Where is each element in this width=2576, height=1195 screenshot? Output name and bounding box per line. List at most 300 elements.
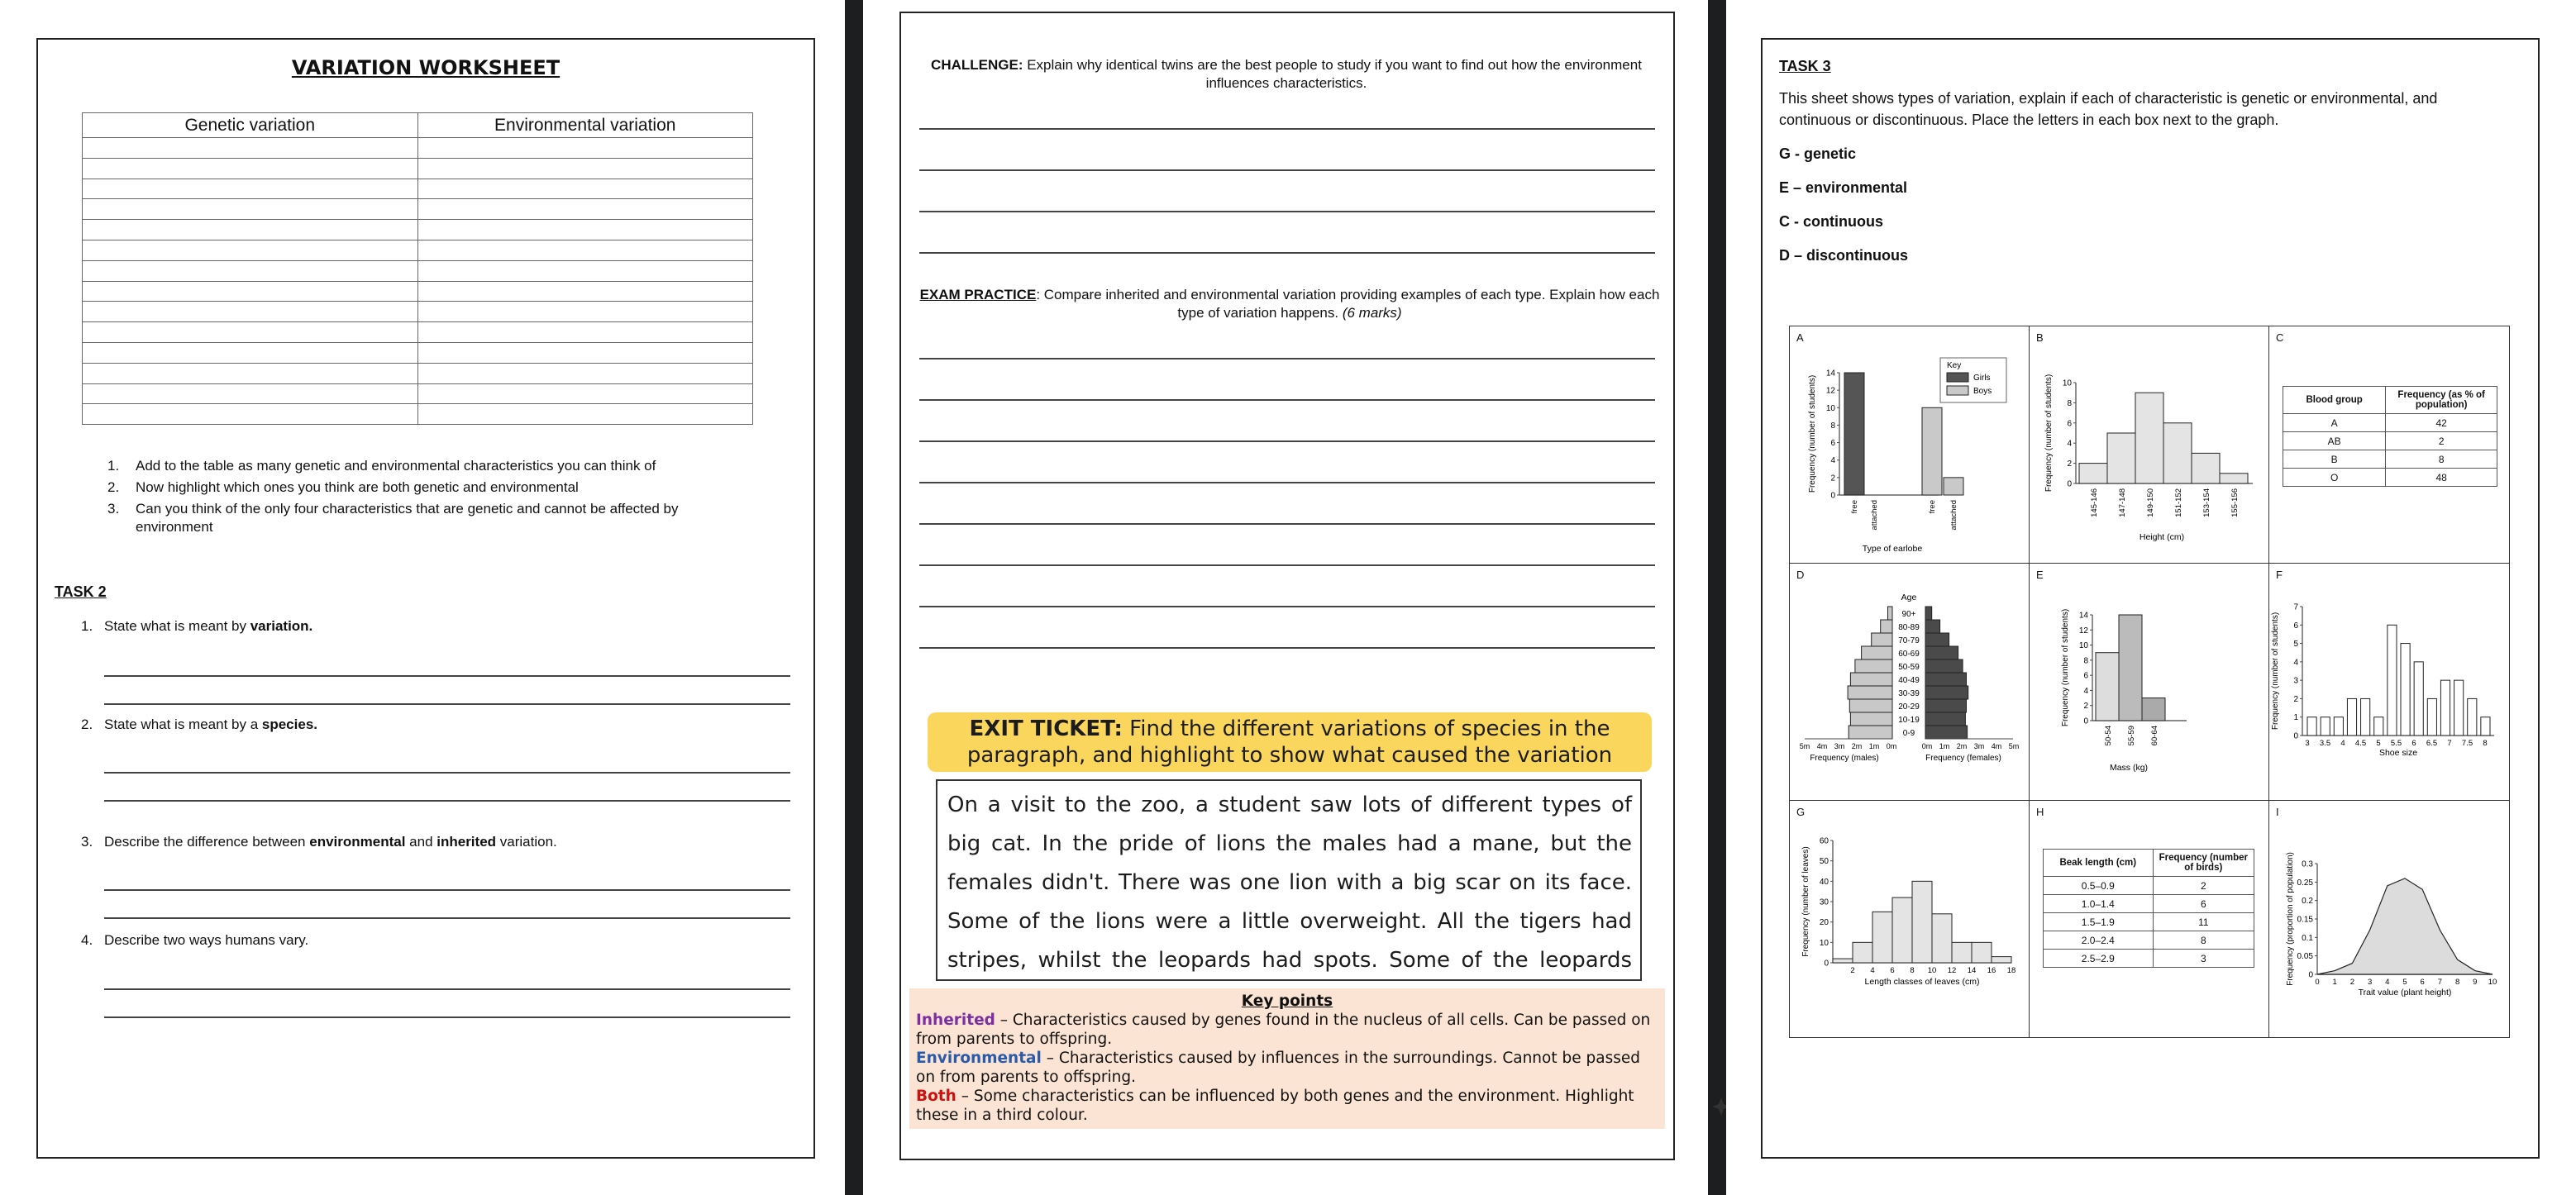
x-tick-label: 7.5 xyxy=(2461,739,2473,748)
bar xyxy=(2079,464,2107,483)
bar-male xyxy=(1849,726,1892,739)
table-cell: 8 xyxy=(2386,450,2497,469)
answer-line[interactable] xyxy=(104,772,790,774)
table-cell[interactable] xyxy=(83,260,418,281)
table-cell: O xyxy=(2283,469,2386,487)
x-tick-label: 55-59 xyxy=(2127,726,2136,746)
x-tick-label: 4 xyxy=(1870,966,1875,975)
y-tick-label: 10 xyxy=(1819,938,1829,948)
table-cell[interactable] xyxy=(83,363,418,383)
x-tick-label: 50-54 xyxy=(2104,726,2113,746)
table-header-cell: Frequency (number of birds) xyxy=(2153,850,2254,877)
answer-line[interactable] xyxy=(104,675,790,677)
bar-male xyxy=(1855,659,1892,673)
answer-line[interactable] xyxy=(919,358,1655,359)
x-tick-label: 8 xyxy=(1910,966,1915,975)
table-C xyxy=(2283,386,2497,487)
bar xyxy=(1972,942,1992,963)
table-cell[interactable] xyxy=(83,342,418,363)
y-tick-label: 2 xyxy=(2083,702,2088,712)
y-tick-label: 10 xyxy=(2062,378,2072,388)
legend-genetic: G - genetic xyxy=(1779,145,1857,162)
answer-line[interactable] xyxy=(919,440,1655,442)
table-row[interactable] xyxy=(83,322,753,343)
answer-line[interactable] xyxy=(919,564,1655,566)
x-tick-label: 2 xyxy=(2349,978,2355,987)
y-tick-label: 2 xyxy=(1830,474,1835,483)
bar xyxy=(2163,423,2192,483)
panel-E: E 0 2 4 6 8 10 12 14 Frequency (number of students) 50-54 55-59 60-64 Mass (kg) xyxy=(2029,563,2269,801)
y-axis-label: Frequency (number of leaves) xyxy=(1801,846,1810,957)
key-points-box xyxy=(909,988,1665,1129)
table-cell: 1.5–1.9 xyxy=(2044,913,2154,931)
chart-G xyxy=(1790,801,2028,1037)
bar-male xyxy=(1888,607,1893,620)
table-cell[interactable] xyxy=(83,138,418,159)
instructions-list xyxy=(107,457,744,536)
table-cell[interactable] xyxy=(83,383,418,404)
panel-G: G 0 10 20 30 40 50 60 Frequency (number of leaves) 2 4 6 8 10 12 14 16 18 Length classes of leaves (cm) xyxy=(1789,800,2030,1038)
y-tick-label: 6 xyxy=(2293,621,2298,631)
y-tick-label: 30 xyxy=(1819,897,1829,907)
y-tick-label: 0 xyxy=(1824,959,1829,969)
x-tick-label: free xyxy=(1850,500,1859,514)
legend-swatch-boys xyxy=(1947,386,1968,395)
y-tick-label: 0 xyxy=(2067,479,2072,489)
x-axis-label: Type of earlobe xyxy=(1862,544,1923,554)
x-tick-label: 0m xyxy=(1886,742,1897,750)
table-row xyxy=(2283,432,2497,450)
y-tick-label: 3 xyxy=(2293,676,2298,686)
age-label: 60-69 xyxy=(1898,650,1920,659)
y-tick-label: 10 xyxy=(2078,641,2088,651)
y-tick-label: 0 xyxy=(1830,491,1835,501)
y-tick-label: 20 xyxy=(1819,918,1829,928)
panel-F: F 0 1 2 3 4 5 6 7 Frequency (number of students) 3 3.5 4 4.5 5 5.5 6 6.5 7 7.5 8 Shoe size xyxy=(2268,563,2510,801)
table-cell[interactable] xyxy=(83,199,418,220)
panel-B: B 0 2 4 6 8 10 Frequency (number of students) 145-146 147-148 149-150 151-152 153-154 155-156 Height (cm) xyxy=(2029,326,2269,564)
variation-table xyxy=(82,112,753,425)
x-tick-label: 3 xyxy=(2367,978,2373,987)
bar-female xyxy=(1925,686,1968,699)
y-tick-label: 40 xyxy=(1819,877,1829,887)
environmental-column-header: Environmental variation xyxy=(417,113,753,138)
y-tick-label: 7 xyxy=(2293,602,2298,612)
y-tick-label: 4 xyxy=(2067,439,2072,449)
question-1: 1. State what is meant by variation. xyxy=(81,618,313,634)
bar xyxy=(2361,698,2370,736)
table-row xyxy=(2283,469,2497,487)
y-tick-label: 14 xyxy=(2078,611,2088,621)
table-cell[interactable] xyxy=(417,158,753,179)
x-tick-label: 6 xyxy=(2411,739,2416,748)
table-cell[interactable] xyxy=(417,199,753,220)
table-cell: A xyxy=(2283,414,2386,432)
worksheet-title: VARIATION WORKSHEET xyxy=(291,56,561,79)
x-tick-label: 1 xyxy=(2332,978,2337,987)
table-row xyxy=(2283,414,2497,432)
x-tick-label: 16 xyxy=(1987,966,1996,975)
key-points-title: Key points xyxy=(1241,993,1333,1010)
table-cell[interactable] xyxy=(417,260,753,281)
y-tick-label: 8 xyxy=(2067,398,2072,408)
bar xyxy=(2440,680,2450,736)
y-tick-label: 12 xyxy=(2078,626,2088,636)
bar-male xyxy=(1850,673,1892,686)
chart-D xyxy=(1790,564,2028,800)
x-tick-label: 0m xyxy=(1921,742,1933,750)
bar-female xyxy=(1925,620,1940,633)
bar xyxy=(1892,897,1912,963)
y-tick-label: 0.2 xyxy=(2302,897,2313,907)
y-tick-label: 10 xyxy=(1825,403,1835,413)
age-label: 10-19 xyxy=(1898,716,1920,725)
x-tick-label: 14 xyxy=(1967,966,1977,975)
page-2 xyxy=(863,0,1708,1195)
y-tick-label: 14 xyxy=(1825,369,1835,378)
legend-discontinuous: D – discontinuous xyxy=(1779,247,1909,264)
table-cell[interactable] xyxy=(417,281,753,302)
table-cell: 8 xyxy=(2153,931,2254,950)
table-header-cell: Blood group xyxy=(2283,387,2386,414)
y-axis-label: Frequency (number of students) xyxy=(2044,374,2054,493)
table-cell: 0.5–0.9 xyxy=(2044,877,2154,895)
x-tick-label: 145-146 xyxy=(2090,488,2099,517)
chart-B xyxy=(2030,326,2268,563)
table-cell[interactable] xyxy=(83,322,418,343)
x-tick-label: 3.5 xyxy=(2319,739,2331,748)
x-tick-label: 149-150 xyxy=(2146,488,2155,517)
bar-male xyxy=(1848,686,1892,699)
bar xyxy=(2374,717,2383,736)
x-tick-label: 5.5 xyxy=(2390,739,2402,748)
x-axis-label: Frequency (males) xyxy=(1810,754,1879,763)
answer-line[interactable] xyxy=(104,800,790,802)
table-cell: AB xyxy=(2283,432,2386,450)
x-tick-label: 5m xyxy=(2008,742,2020,750)
bar xyxy=(1952,942,1972,963)
table-header-row xyxy=(2283,387,2497,414)
answer-line[interactable] xyxy=(919,647,1655,649)
y-tick-label: 4 xyxy=(1830,456,1835,466)
bar-female xyxy=(1925,659,1963,673)
table-row[interactable] xyxy=(83,383,753,404)
bar xyxy=(2142,698,2165,721)
y-tick-label: 4 xyxy=(2083,686,2088,696)
bar xyxy=(2119,615,2142,721)
age-label: 50-59 xyxy=(1898,663,1920,672)
y-axis-label: Frequency (number of students) xyxy=(2061,608,2070,727)
bar xyxy=(2321,717,2330,736)
answer-line[interactable] xyxy=(919,252,1655,254)
bar xyxy=(2414,662,2423,736)
table-row[interactable] xyxy=(83,281,753,302)
data-table xyxy=(2283,386,2497,487)
table-cell[interactable] xyxy=(83,158,418,179)
answer-line[interactable] xyxy=(919,523,1655,525)
table-cell[interactable] xyxy=(83,302,418,322)
bar-male xyxy=(1881,620,1892,633)
x-tick-label: 147-148 xyxy=(2118,488,2127,517)
challenge-prompt: CHALLENGE: Explain why identical twins are the best people to study if you want to find out how the environment influences characteristics. xyxy=(931,57,1642,91)
table-cell: 2.5–2.9 xyxy=(2044,950,2154,968)
table-cell[interactable] xyxy=(417,342,753,363)
table-row[interactable] xyxy=(83,138,753,159)
y-axis-label: Frequency (number of students) xyxy=(2271,612,2280,731)
bar-female xyxy=(1925,699,1967,712)
x-tick-label: attached xyxy=(1949,500,1958,531)
bar xyxy=(2388,625,2397,736)
table-row xyxy=(2044,895,2254,913)
table-cell[interactable] xyxy=(83,220,418,240)
bar-male xyxy=(1862,646,1892,659)
bar xyxy=(2135,393,2163,483)
y-tick-label: 50 xyxy=(1819,857,1829,867)
story-paragraph[interactable]: On a visit to the zoo, a student saw lots of different types of big cat. In the pride of lions the males had a mane, but the females didn't. There was one lion with a big scar on its face. Some of the lions were a little overweight. All the tigers had stripes, whilst the leopards had spots. Some of the leopards xyxy=(936,779,1642,981)
age-label: 0-9 xyxy=(1902,729,1915,738)
legend-title: Key xyxy=(1947,361,1962,370)
table-row[interactable] xyxy=(83,179,753,199)
bar-male xyxy=(1850,712,1892,726)
bar-female xyxy=(1925,726,1968,739)
table-row xyxy=(2044,931,2254,950)
task3-intro: This sheet shows types of variation, explain if each of characteristic is genetic or environmental, and continuous or discontinuous. Place the letters in each box next to the graph. xyxy=(1779,90,2438,128)
table-row[interactable] xyxy=(83,342,753,363)
table-cell[interactable] xyxy=(417,363,753,383)
panel-D: D Age 0-9 10-19 20-29 30-39 40-49 50-59 60-69 70-79 80-89 90+ 5m 4m 3m 2m 1m 0m 0m 1m 2m 3m 4m 5m Frequency (males) Frequency (females) xyxy=(1789,563,2030,801)
table-row[interactable] xyxy=(83,220,753,240)
bar xyxy=(2107,433,2135,483)
instruction-item: 2. Now highlight which ones you think are both genetic and environmental xyxy=(107,479,579,495)
table-cell: 3 xyxy=(2153,950,2254,968)
table-cell[interactable] xyxy=(417,240,753,260)
table-cell: 42 xyxy=(2386,414,2497,432)
table-row[interactable] xyxy=(83,240,753,260)
x-tick-label: 4 xyxy=(2385,978,2390,987)
y-tick-label: 0 xyxy=(2083,717,2088,726)
distribution-curve xyxy=(2317,878,2493,974)
key-inherited: Inherited – Characteristics caused by genes found in the nucleus of all cells. Can be passed on from parents to offspring. xyxy=(916,1012,1651,1048)
y-tick-label: 2 xyxy=(2293,694,2298,704)
x-tick-label: 5 xyxy=(2402,978,2407,987)
bar xyxy=(2307,717,2316,736)
table-row[interactable] xyxy=(83,363,753,383)
question-4: 4. Describe two ways humans vary. xyxy=(81,932,309,948)
table-cell[interactable] xyxy=(83,404,418,425)
answer-line[interactable] xyxy=(919,606,1655,607)
answer-line[interactable] xyxy=(919,128,1655,130)
x-tick-label: 9 xyxy=(2473,978,2478,987)
chart-A xyxy=(1790,326,2028,563)
instruction-item: 3. Can you think of the only four characteristics that are genetic and cannot be affected by environment xyxy=(107,501,679,535)
page-3 xyxy=(1726,0,2576,1195)
table-H xyxy=(2043,849,2254,968)
bar xyxy=(2347,698,2356,736)
x-tick-label: 5m xyxy=(1799,742,1810,750)
table-row[interactable] xyxy=(83,158,753,179)
y-tick-label: 4 xyxy=(2293,658,2298,668)
y-axis-label: Frequency (proportion of population) xyxy=(2286,852,2295,986)
bar xyxy=(1912,881,1932,963)
bar-female xyxy=(1925,673,1967,686)
table-cell[interactable] xyxy=(417,404,753,425)
x-tick-label: 18 xyxy=(2006,966,2016,975)
y-tick-label: 0.1 xyxy=(2302,933,2313,943)
table-cell[interactable] xyxy=(417,179,753,199)
bar-female xyxy=(1925,633,1949,646)
task3-heading: TASK 3 xyxy=(1779,58,1831,74)
table-cell: 2.0–2.4 xyxy=(2044,931,2154,950)
y-tick-label: 5 xyxy=(2293,640,2298,650)
bar xyxy=(2427,698,2436,736)
x-tick-label: 2 xyxy=(1850,966,1855,975)
answer-line[interactable] xyxy=(104,889,790,891)
x-tick-label: 4m xyxy=(1816,742,1828,750)
table-cell[interactable] xyxy=(83,240,418,260)
x-tick-label: 7 xyxy=(2447,739,2452,748)
chart-title: Age xyxy=(1901,593,1917,602)
bar xyxy=(2454,680,2464,736)
x-axis-label: Length classes of leaves (cm) xyxy=(1864,977,1980,987)
legend-label: Girls xyxy=(1973,374,1991,383)
bar-male xyxy=(1849,699,1892,712)
y-tick-label: 1 xyxy=(2293,713,2298,723)
x-tick-label: 60-64 xyxy=(2150,726,2159,746)
x-axis-label: Shoe size xyxy=(2378,748,2418,758)
table-header-cell: Beak length (cm) xyxy=(2044,850,2154,877)
answer-line[interactable] xyxy=(104,1016,790,1018)
x-axis-label: Trait value (plant height) xyxy=(2358,988,2452,997)
age-label: 30-39 xyxy=(1898,689,1920,698)
y-tick-label: 6 xyxy=(2067,419,2072,429)
x-tick-label: 6 xyxy=(1890,966,1895,975)
y-tick-label: 0.25 xyxy=(2297,878,2313,888)
bar xyxy=(1872,912,1892,963)
x-tick-label: 6 xyxy=(2420,978,2425,987)
answer-line[interactable] xyxy=(104,988,790,990)
table-cell: 1.0–1.4 xyxy=(2044,895,2154,913)
panel-H: H Beak length (cm) Frequency (number of birds) 0.5–0.9 2 1.0–1.4 6 1.5–1.9 11 2.0–2.4 8 2.5–2.9 3 xyxy=(2029,800,2269,1038)
legend-environmental: E – environmental xyxy=(1779,179,1908,196)
age-label: 20-29 xyxy=(1898,702,1920,712)
y-tick-label: 0 xyxy=(2308,970,2313,980)
x-axis-label: Height (cm) xyxy=(2139,532,2185,542)
instruction-item: 1. Add to the table as many genetic and environmental characteristics you can think of xyxy=(107,458,656,474)
x-tick-label: 153-154 xyxy=(2202,488,2211,517)
y-tick-label: 6 xyxy=(1830,439,1835,449)
x-tick-label: 4 xyxy=(2340,739,2345,748)
answer-line[interactable] xyxy=(919,211,1655,212)
x-tick-label: 3m xyxy=(1834,742,1845,750)
table-cell[interactable] xyxy=(417,322,753,343)
bar-female xyxy=(1925,607,1932,620)
y-tick-label: 8 xyxy=(1830,421,1835,431)
x-tick-label: 151-152 xyxy=(2174,488,2183,517)
y-tick-label: 2 xyxy=(2067,459,2072,469)
page-1 xyxy=(0,0,845,1195)
legend-continuous: C - continuous xyxy=(1779,213,1883,230)
x-tick-label: 8 xyxy=(2454,978,2460,987)
bar-female xyxy=(1925,646,1958,659)
x-tick-label: 1m xyxy=(1939,742,1950,750)
table-row[interactable] xyxy=(83,260,753,281)
x-tick-label: free xyxy=(1928,500,1937,514)
answer-line[interactable] xyxy=(104,917,790,919)
y-tick-label: 60 xyxy=(1819,836,1829,846)
age-label: 40-49 xyxy=(1898,676,1920,685)
x-tick-label: 2m xyxy=(1956,742,1968,750)
table-row[interactable] xyxy=(83,404,753,425)
table-cell[interactable] xyxy=(417,383,753,404)
age-label: 70-79 xyxy=(1898,636,1920,645)
answer-line[interactable] xyxy=(919,169,1655,171)
bar xyxy=(1922,407,1942,495)
x-axis-label: Mass (kg) xyxy=(2109,763,2149,773)
table-header-row xyxy=(2044,850,2254,877)
table-cell: 2 xyxy=(2153,877,2254,895)
bar xyxy=(1932,914,1952,963)
exam-practice-prompt: EXAM PRACTICE: Compare inherited and environmental variation providing examples of each type. Explain how each type of variation happens. (6 marks) xyxy=(919,287,1660,321)
table-cell[interactable] xyxy=(83,179,418,199)
answer-line[interactable] xyxy=(919,482,1655,483)
table-cell: 11 xyxy=(2153,913,2254,931)
bar xyxy=(2096,653,2119,721)
x-tick-label: 7 xyxy=(2437,978,2443,987)
panel-A: A 0 2 4 6 8 10 12 14 Frequency (number of students) free attached free attached Type of earlobe Key Girls Boys xyxy=(1789,326,2030,564)
table-row xyxy=(2283,450,2497,469)
table-cell[interactable] xyxy=(417,138,753,159)
y-tick-label: 0 xyxy=(2293,731,2298,741)
bar xyxy=(2468,698,2477,736)
x-tick-label: attached xyxy=(1870,500,1879,531)
genetic-column-header: Genetic variation xyxy=(83,113,418,138)
table-cell[interactable] xyxy=(417,302,753,322)
table-row xyxy=(2044,913,2254,931)
x-tick-label: 4.5 xyxy=(2354,739,2367,748)
answer-line[interactable] xyxy=(104,703,790,705)
x-tick-label: 12 xyxy=(1947,966,1957,975)
x-tick-label: 4m xyxy=(1991,742,2002,750)
y-tick-label: 0.05 xyxy=(2297,952,2313,962)
y-tick-label: 0.3 xyxy=(2302,859,2313,869)
y-tick-label: 0.15 xyxy=(2297,915,2313,925)
bar-male xyxy=(1872,633,1892,646)
table-row xyxy=(2044,950,2254,968)
question-2: 2. State what is meant by a species. xyxy=(81,717,317,732)
age-label: 90+ xyxy=(1901,610,1916,619)
table-cell[interactable] xyxy=(83,281,418,302)
x-tick-label: 3 xyxy=(2305,739,2310,748)
table-cell: 48 xyxy=(2386,469,2497,487)
table-cell: 6 xyxy=(2153,895,2254,913)
panel-I: I 0 0.05 0.1 0.15 0.2 0.25 0.3 Frequency (proportion of population) 0 1 2 3 4 5 6 7 8 9 10 Trait value (plant height) xyxy=(2268,800,2510,1038)
x-tick-label: 155-156 xyxy=(2230,488,2240,517)
table-row[interactable] xyxy=(83,302,753,322)
table-cell: 2 xyxy=(2386,432,2497,450)
bar xyxy=(2192,453,2220,483)
table-row[interactable] xyxy=(83,199,753,220)
bar xyxy=(2334,717,2343,736)
y-tick-label: 12 xyxy=(1825,386,1835,396)
panel-C: C Blood group Frequency (as % of population) A 42 AB 2 B 8 O 48 xyxy=(2268,326,2510,564)
table-cell[interactable] xyxy=(417,220,753,240)
bar xyxy=(2401,644,2410,736)
bar xyxy=(1853,942,1872,963)
exit-ticket-banner: EXIT TICKET: Find the different variations of species in the paragraph, and highlight to show what caused the variation xyxy=(928,712,1652,772)
data-table xyxy=(2043,849,2254,968)
answer-line[interactable] xyxy=(919,399,1655,401)
x-tick-label: 8 xyxy=(2483,739,2488,748)
